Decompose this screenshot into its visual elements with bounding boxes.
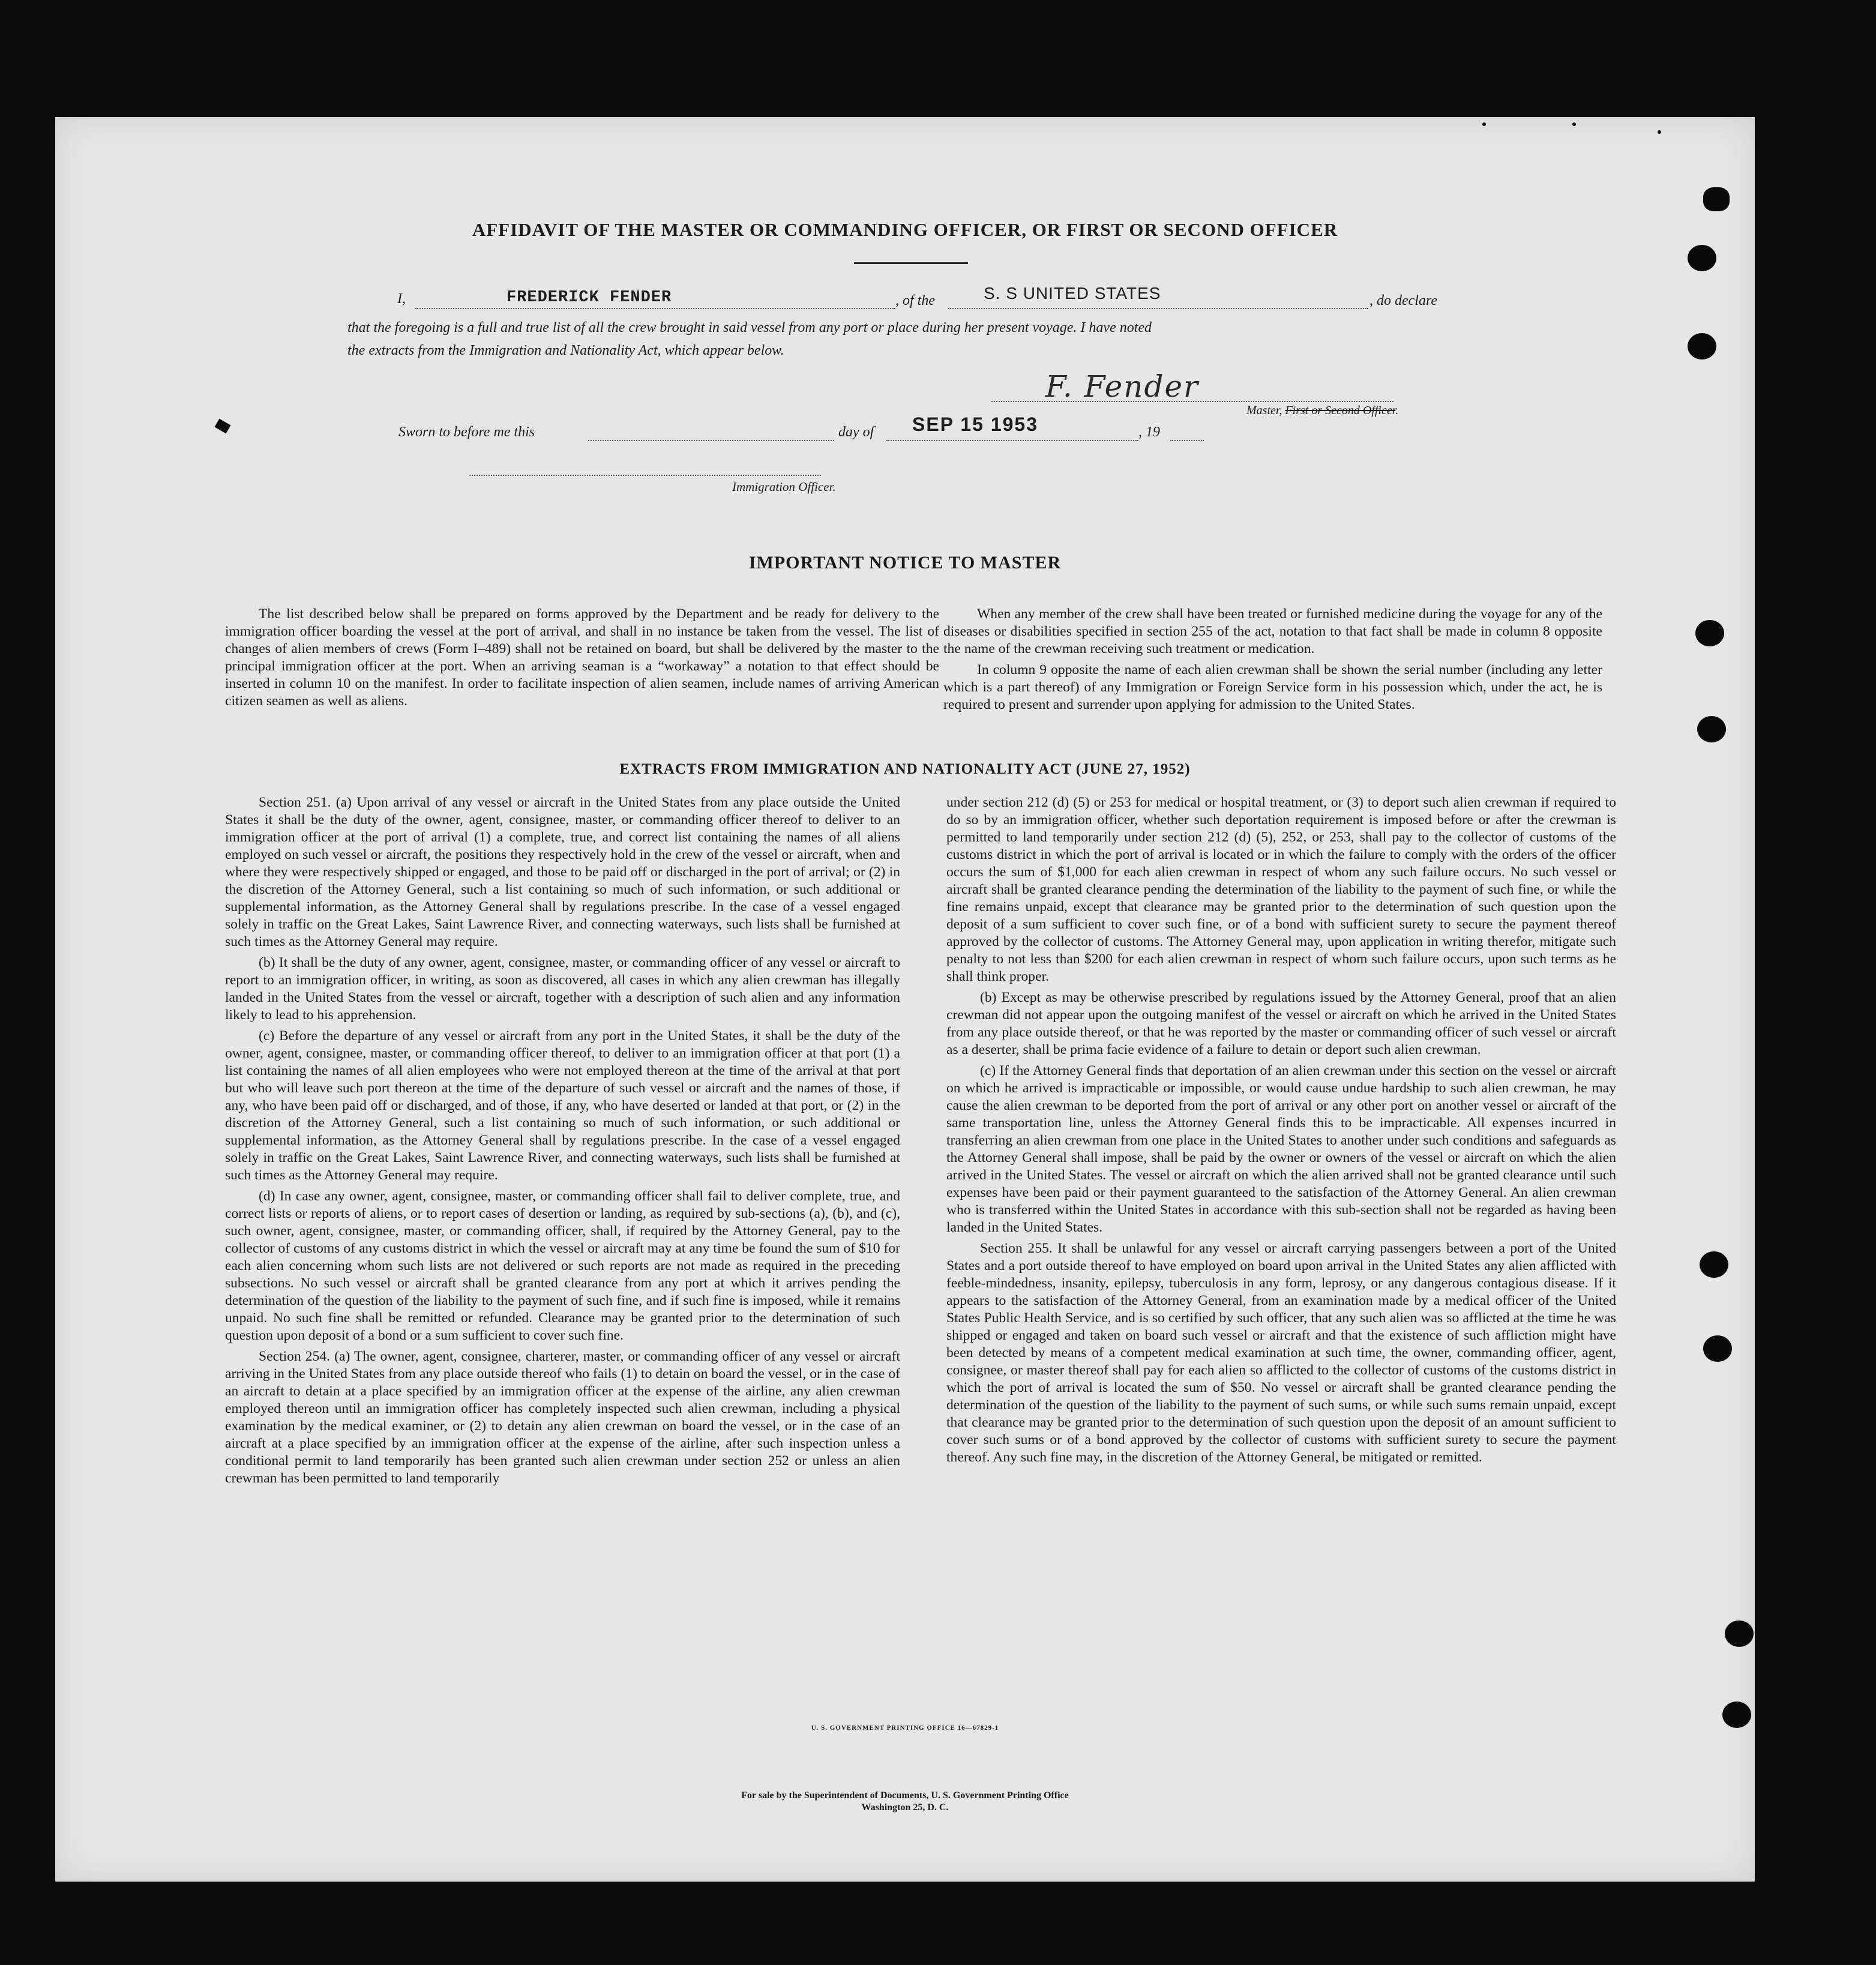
extracts-left-column [225,794,900,1491]
section-255: Section 255. It shall be unlawful for any vessel or aircraft carrying passengers between a port of the United States and a port outside thereof to have employed on board upon arrival in the United States any alien afflicted with feeble-mindedness, insanity, epilepsy, tuberculosis in any form, leprosy, or any dangerous contagious disease. If it appears to the satisfaction of the Attorney General, from an examination made by a medical officer of the United States Public Health Service, and is so certified by such officer, that any such alien was so afflicted at the time he was shipped or engaged and taken on board such vessel or aircraft and that the existence of such affliction might have been detected by means of a competent medical examination at such time, the owner, commanding officer, agent, consignee, or master thereof shall pay for each alien so afflicted to the collector of customs of the customs district in which the port of arrival is located the sum of $50. No vessel or aircraft shall be granted clearance pending the determination of the question of the liability to the payment of such sums, or while such sums remain unpaid, except that clearance may be granted prior to the determination of such question upon the deposit of an amount sufficient to cover such sums or of a bond approved by the collector of customs with sufficient surety to secure the payment thereof. Any such fine may, in the discretion of the Attorney General, be mitigated or remitted. [946,1241,1616,1465]
master-name: FREDERICK FENDER [507,289,672,307]
declaration-line-1: that the foregoing is a full and true list of all the crew brought in said vessel from any port or place during her present voyage. I have noted [347,320,1152,336]
of-the-label: , of the [895,293,935,308]
punch-hole [1695,620,1724,646]
punch-hole [1697,716,1726,742]
master-caption-suffix: . [1395,404,1399,417]
title-divider [854,262,968,264]
section-254-c: (c) If the Attorney General finds that deportation of an alien crewman under this section on the vessel or aircraft on which he arrived is impracticable or impossible, or would cause undue hardship to such alien crewman, he may cause the alien crewman to be deported from the port of arrival or any other port on another vessel or aircraft of the same transportation line, unless the Attorney General finds this to be impracticable. All expenses incurred in transferring an alien crewman from one place in the United States to another under such conditions and safeguards as the Attorney General shall impose, shall be paid by the owner or owners of the vessel or aircraft on which the alien arrived in the United States. The vessel or aircraft on which the alien arrived shall not be granted clearance until such expenses have been paid or their payment guaranteed to the satisfaction of the Attorney General. An alien crewman who is transferred within the United States in accordance with this sub-section shall not be regarded as having been landed in the United States. [946,1063,1616,1235]
punch-hole [1688,245,1716,271]
master-caption-struck: First or Second Officer [1285,404,1396,417]
punch-hole [1700,1251,1728,1278]
section-254-b: (b) Except as may be otherwise prescribed by regulations issued by the Attorney General, proof that an alien crewman did not appear upon the outgoing manifest of the vessel or aircraft on which he arrived in the United States from any place outside thereof, or that he was reported by the master or commanding officer of such vessel or aircraft as a deserter, shall be prima facie evidence of a failure to detain or deport such alien crewman. [946,990,1616,1058]
section-251-c: (c) Before the departure of any vessel or aircraft from any port in the United States, it shall be the duty of the owner, agent, consignee, master, or commanding officer thereof, to deliver to an immigration officer at that port (1) a list containing the names of all alien employees who were not employed thereon at the time of the arrival at that port but who will leave such port thereon at the time of the departure of such vessel or aircraft and the names of those, if any, who have been paid off or discharged, and of those, if any, who have deserted or landed at that port, or (2) in the discretion of the Attorney General, such a list containing so much of such information, or such additional or supplemental information, as the Attorney General shall by regulations prescribe. In the case of a vessel engaged solely in traffic on the Great Lakes, Saint Lawrence River, and connecting waterways, such lists shall be furnished at such times as the Attorney General may require. [225,1028,900,1183]
extracts-title: EXTRACTS FROM IMMIGRATION AND NATIONALITY ACT (JUNE 27, 1952) [619,761,1191,777]
extracts-right-column [946,794,1616,1470]
master-name-line [415,308,895,309]
notice-right-paragraph-2: In column 9 opposite the name of each alien crewman shall be shown the serial number (including any letter which is a part thereof) of any Immigration or Foreign Service form in his possession which, under the act, he is required to present and surrender upon applying for admission to the United States. [943,662,1602,712]
declaration-line-2: the extracts from the Immigration and Nationality Act, which appear below. [347,343,784,358]
i-label: I, [397,291,406,307]
section-251-d: (d) In case any owner, agent, consignee, master, or commanding officer shall fail to deliver complete, true, and correct lists or reports of aliens, or to report cases of desertion or landing, as required by sub-sections (a), (b), and (c), such owner, agent, consignee, master, or commanding officer, shall, if required by the Attorney General, pay to the collector of customs of any customs district in which the vessel or aircraft may at any time be found the sum of $10 for each alien concerning whom such lists are not delivered or such reports are not made as required in the preceding subsections. No such vessel or aircraft shall be granted clearance from any port at which it arrives pending the determination of the question of the liability to the payment of such fine, and if such fine is imposed, while it remains unpaid. No such fine shall be remitted or refunded. Clearance may be granted prior to the determination of such question upon deposit of a bond or a sum sufficient to cover such fine. [225,1188,900,1343]
margin-hole-edge [1703,187,1730,211]
punch-hole [1722,1702,1751,1728]
section-254-a: Section 254. (a) The owner, agent, consignee, charterer, master, or commanding officer of any vessel or aircraft arriving in the United States from any place outside thereof who fails (1) to detain on board the vessel, or in the case of an aircraft to detain at a place specified by an immigration officer at the expense of the airline, any alien crewman employed thereon until an immigration officer has completely inspected such alien crewman, including a physical examination by the medical examiner, or (2) to detain any alien crewman on board the vessel, or in the case of an aircraft at a place specified by an immigration officer at the expense of the airline, after such inspection unless a conditional permit to land temporarily has been granted such alien crewman under section 252 or unless an alien crewman has been permitted to land temporarily [225,1349,900,1486]
section-251-a: Section 251. (a) Upon arrival of any vessel or aircraft in the United States from any place outside the United States it shall be the duty of the owner, agent, consignee, master, or commanding officer thereof to deliver to an immigration officer at the port of arrival (1) a complete, true, and correct list containing the names of all aliens employed on such vessel or aircraft, the positions they respectively hold in the crew of the vessel or aircraft, when and where they were respectively shipped or engaged, and those to be paid off or discharged in the port of arrival; or (2) in the discretion of the Attorney General, such a list containing so much of such information, or such additional or supplemental information, as the Attorney General shall by regulations prescribe. In the case of a vessel engaged solely in traffic on the Great Lakes, Saint Lawrence River, and connecting waterways, such lists shall be furnished at such times as the Attorney General may require. [225,795,900,949]
sworn-label: Sworn to before me this [398,424,535,440]
speck [1658,130,1661,134]
immigration-officer-line [469,475,821,476]
form-page [55,117,1755,1882]
year-line [1170,440,1204,441]
vessel-name-line [948,308,1368,309]
punch-hole [1703,1335,1732,1362]
master-caption-prefix: Master, [1246,404,1282,417]
notice-right-paragraph-1: When any member of the crew shall have been treated or furnished medicine during the voyage for any of the diseases or disabilities specified in section 255 of the act, notation to that fact shall be made in column 8 opposite the name of the crewman receiving such treatment or medication. [943,606,1602,657]
sworn-month-line [886,440,1138,441]
speck [1482,122,1486,126]
master-caption [1246,404,1398,418]
affidavit-title: AFFIDAVIT OF THE MASTER OR COMMANDING OFFICER, OR FIRST OR SECOND OFFICER [472,219,1338,240]
for-sale-line-2: Washington 25, D. C. [861,1802,949,1813]
immigration-officer-label: Immigration Officer. [732,480,836,494]
speck [1572,122,1576,126]
year-label: , 19 [1138,424,1160,440]
for-sale-line-1: For sale by the Superintendent of Documents, U. S. Government Printing Office [741,1790,1069,1801]
printing-office-code: U. S. GOVERNMENT PRINTING OFFICE 16—67829-1 [811,1724,999,1732]
punch-hole [1725,1620,1754,1647]
notice-left-column [225,606,939,714]
punch-hole [1688,333,1716,360]
notice-right-column [943,606,1602,717]
notice-left-paragraph: The list described below shall be prepared on forms approved by the Department and be ready for delivery to the immigration officer boarding the vessel at the port of arrival, and shall in no instance be taken from the vessel. The list of changes of alien members of crews (Form I–489) shall not be retained on board, but shall be delivered by the master to the principal immigration officer at the port. When an arriving seaman is a “workaway” a notation to that effect should be inserted in column 10 on the manifest. In order to facilitate inspection of alien seamen, include names of arriving American citizen seamen as well as aliens. [225,606,939,709]
section-254-a-continued: under section 212 (d) (5) or 253 for medical or hospital treatment, or (3) to deport such alien crewman if required to do so by an immigration officer, whether such deportation requirement is imposed before or after the crewman is permitted to land temporarily under section 212 (d) (5), 252, or 253, shall pay to the collector of customs of the customs district in which the port of arrival is located or in which the failure to comply with the orders of the officer occurs the sum of $1,000 for each alien crewman in respect of whom any such failure occurs. No such vessel or aircraft shall be granted clearance pending the determination of the liability to the payment of such fine, or while the fine remains unpaid, except that clearance may be granted prior to the determination of such question upon the deposit of a sum sufficient to cover such fine, or of a bond with sufficient surety to secure the payment thereof approved by the collector of customs. The Attorney General may, upon application in writing therefor, mitigate such penalty to not less than $200 for each alien crewman in respect of whom such failure occurs, upon such terms as he shall think proper. [946,795,1616,984]
sworn-date-stamp: SEP 15 1953 [912,414,1039,435]
notice-title: IMPORTANT NOTICE TO MASTER [748,553,1062,573]
master-signature: F. Fender [1045,369,1199,404]
section-251-b: (b) It shall be the duty of any owner, agent, consignee, master, or commanding officer of any vessel or aircraft to report to an immigration officer, in writing, as soon as discovered, all cases in which any alien crewman has illegally landed in the United States from the vessel or aircraft, together with a description of such alien and any information likely to lead to his apprehension. [225,955,900,1023]
do-declare-label: , do declare [1369,293,1438,308]
sworn-day-line [588,440,834,441]
day-of-label: day of [838,424,874,440]
vessel-name: S. S UNITED STATES [984,284,1161,302]
